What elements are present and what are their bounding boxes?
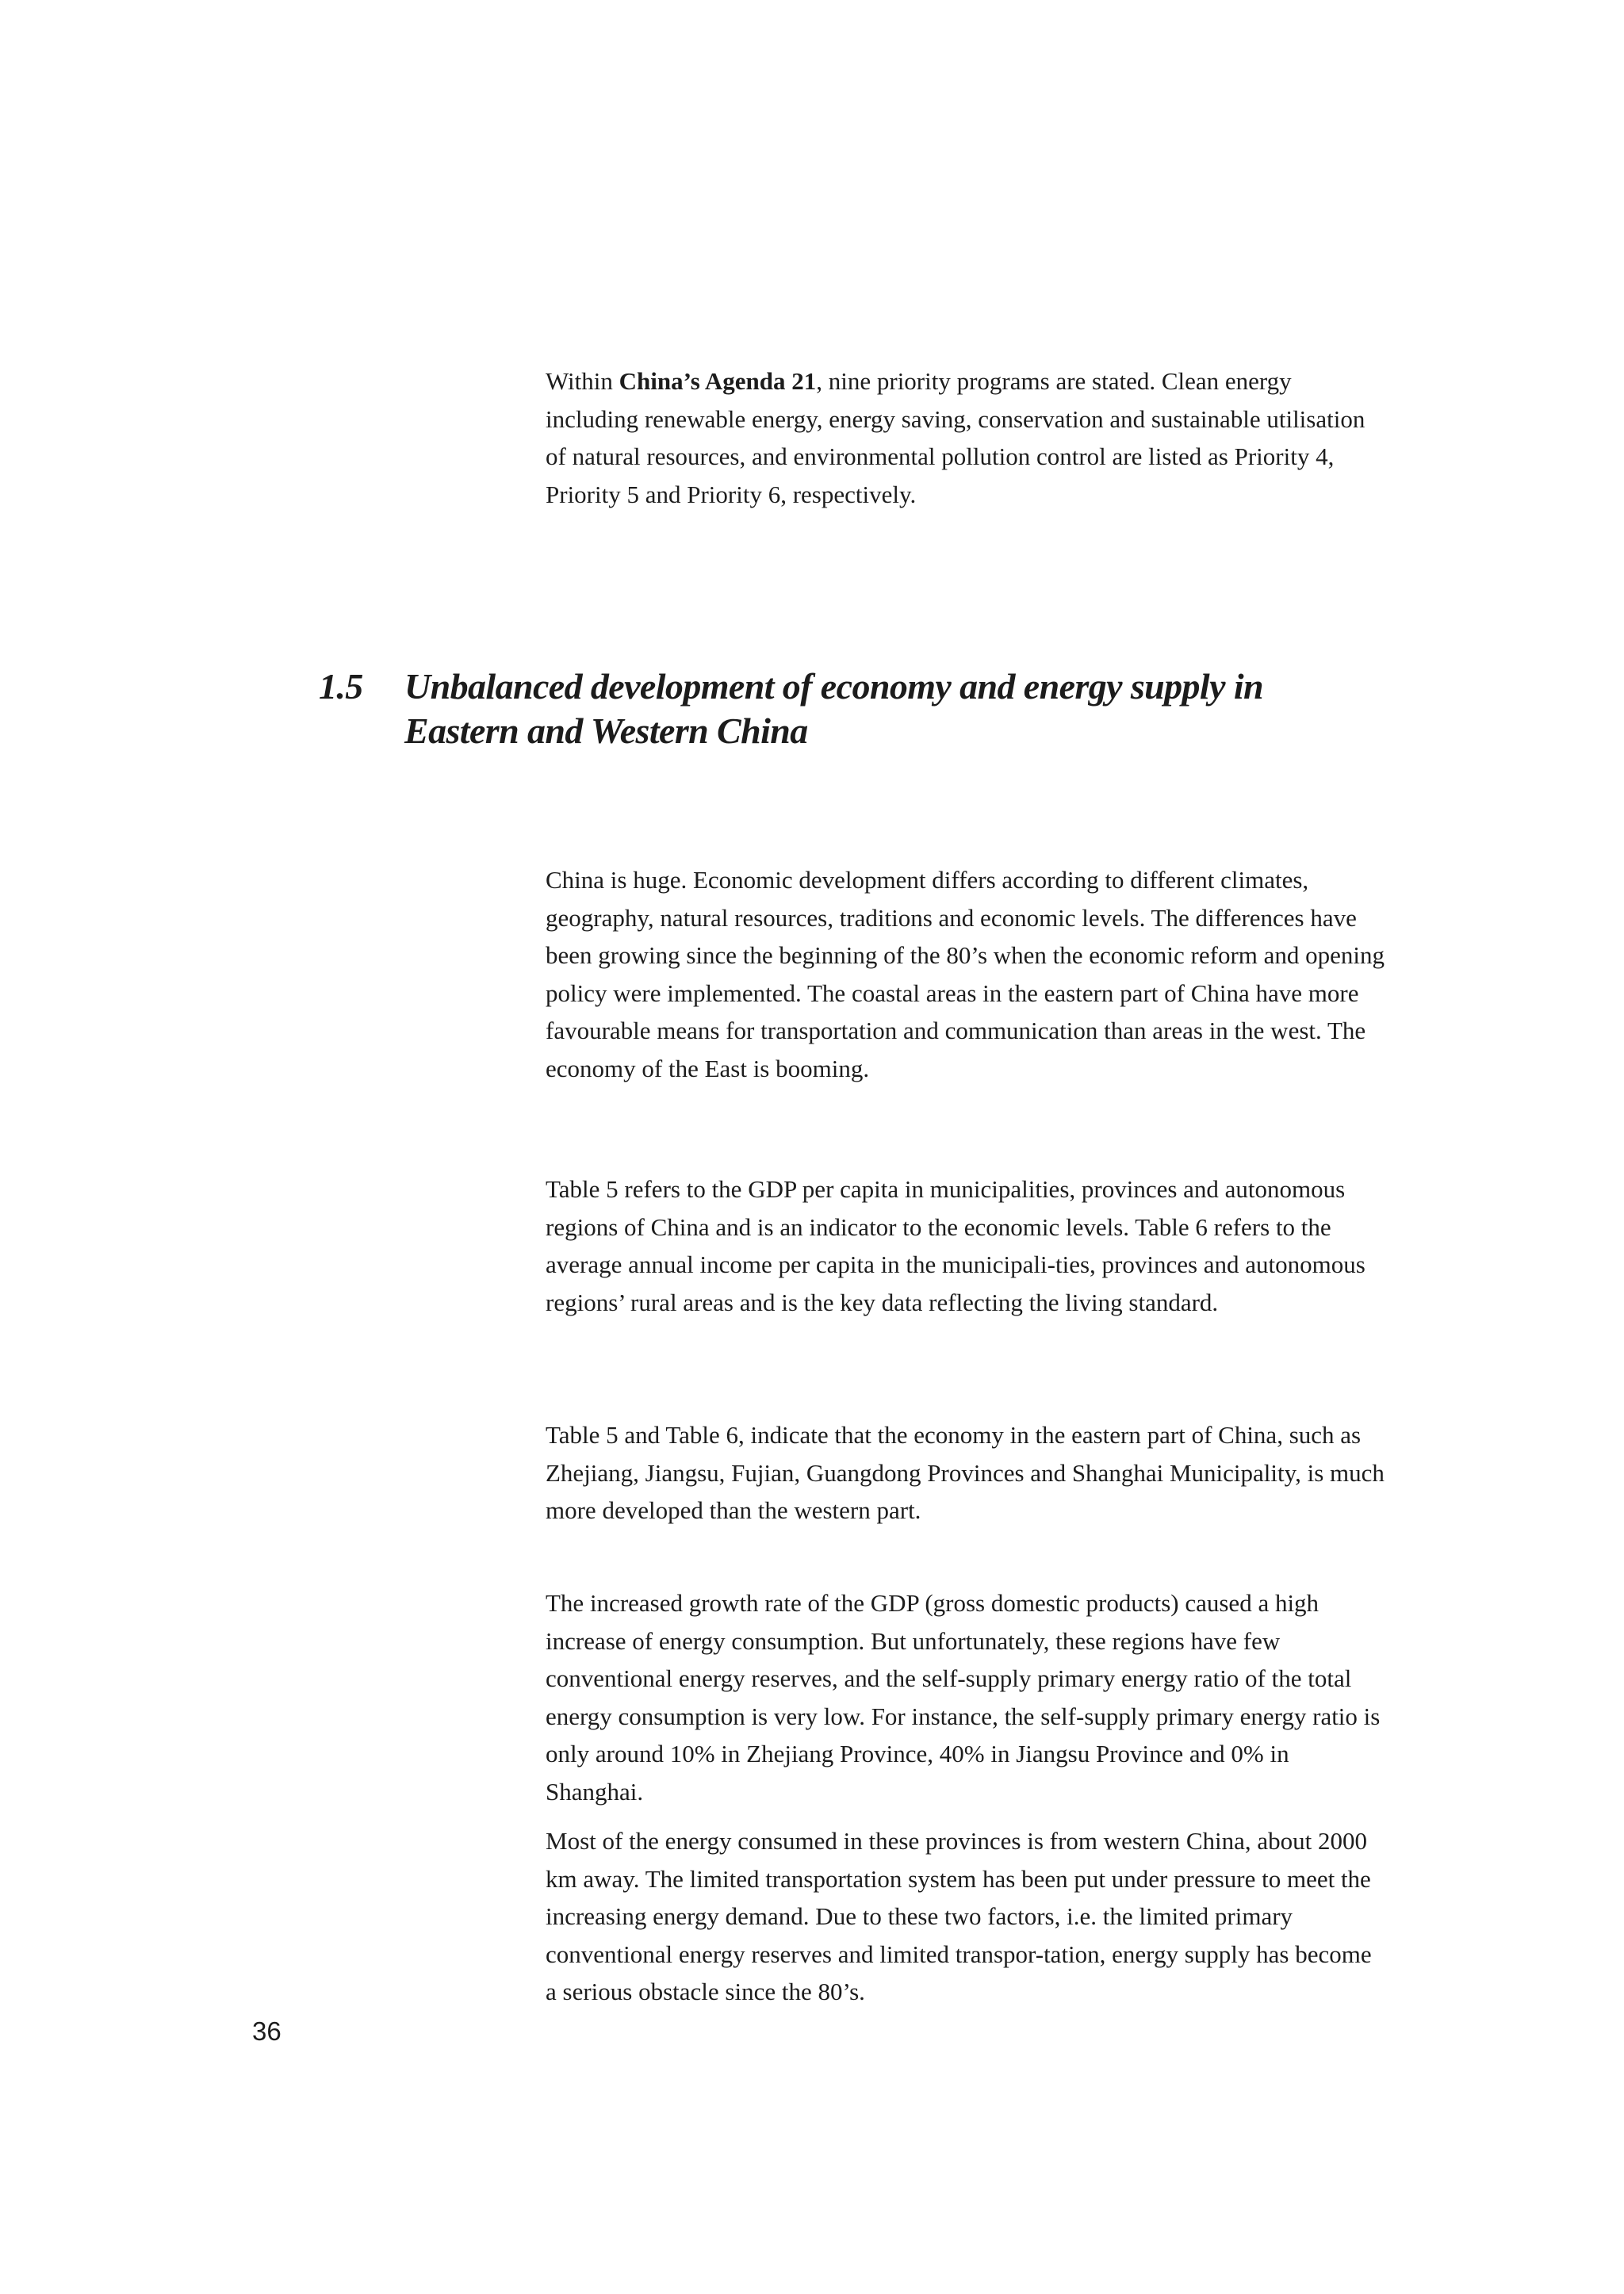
paragraph-energy-supply: Most of the energy consumed in these provinces is from western China, about 2000 km away. The limited transportation system has been put under pressure to meet the increasing energy demand. Due to these two factors, i.e. the limited primary conventional energy reserves and limited transpor-tation, energy supply has become a serious obstacle since the 80’s.	[546, 1827, 1372, 2006]
section-title	[404, 664, 1419, 753]
intro-text-rest: , nine priority programs are stated. Clean energy including renewable energy, energy saving, conservation and sustainable utilisation of natural resources, and environmental pollution control are listed as Priority 4, Priority 5 and Priority 6, respectively.	[546, 367, 1365, 508]
intro-text-start: Within	[546, 367, 619, 395]
page-number: 36	[252, 2016, 282, 2046]
agenda-21-bold: China’s Agenda 21	[619, 367, 817, 395]
section-number: 1.5	[319, 666, 363, 707]
section-title-line-1: Unbalanced development of economy and energy supply in	[404, 666, 1263, 707]
intro-paragraph	[546, 362, 1386, 513]
paragraph-gdp-growth: The increased growth rate of the GDP (gross domestic products) caused a high increase of energy consumption. But unfortunately, these regions have few conventional energy reserves, and the self-supply primary energy ratio of the total energy consumption is very low. For instance, the self-supply primary energy ratio is only around 10% in Zhejiang Province, 40% in Jiangsu Province and 0% in Shanghai.	[546, 1589, 1381, 1806]
paragraph-china-huge: China is huge. Economic development differs according to different climates, geography, natural resources, traditions and economic levels. The differences have been growing since the beginning of the 80’s when the economic reform and opening policy were implemented. The coastal areas in the eastern part of China have more favourable means for transportation and communication than areas in the west. The economy of the East is booming.	[546, 866, 1385, 1082]
paragraph-eastern-development: Table 5 and Table 6, indicate that the economy in the eastern part of China, such as Zhejiang, Jiangsu, Fujian, Guangdong Provinces and Shanghai Municipality, is much more developed than the western part.	[546, 1421, 1385, 1525]
paragraph-table-references: Table 5 refers to the GDP per capita in municipalities, provinces and autonomous regions of China and is an indicator to the economic levels. Table 6 refers to the average annual income per capita in the municipali-ties, provinces and autonomous regions’ rural areas and is the key data reflecting the living standard.	[546, 1175, 1365, 1316]
section-title-line-2: Eastern and Western China	[404, 710, 808, 751]
